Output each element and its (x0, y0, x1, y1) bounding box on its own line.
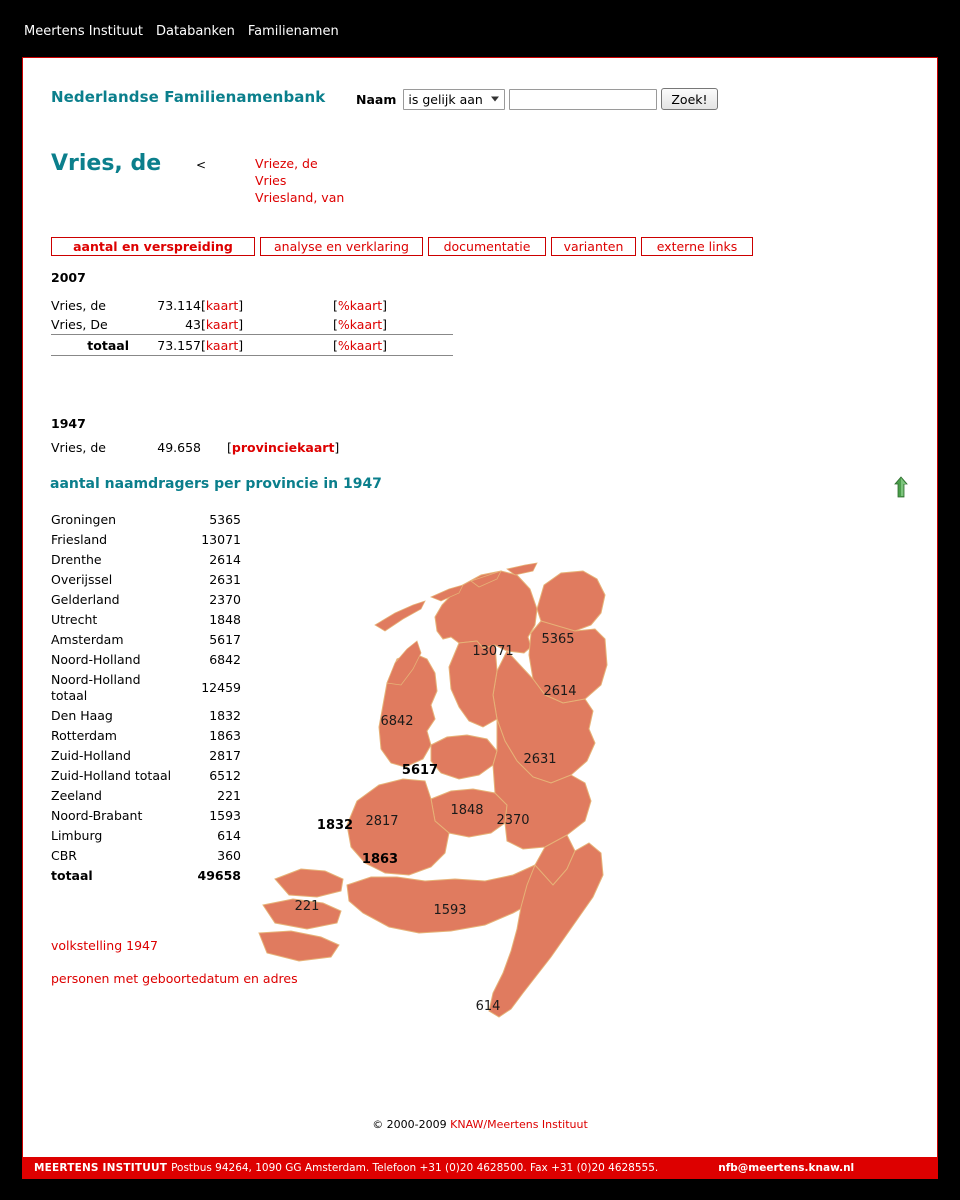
map-label-zuid-holland: 2817 (365, 814, 399, 829)
province-name: Overijssel (51, 572, 113, 587)
total-label: totaal (87, 337, 129, 353)
previous-name-arrow[interactable]: < (196, 158, 207, 172)
map-label-noord-brabant: 1593 (433, 903, 467, 918)
province-value: 6512 (209, 768, 241, 783)
province-counts-table (51, 510, 241, 886)
pctkaart-link[interactable]: %kaart (337, 298, 383, 313)
row-count: 49.658 (157, 440, 201, 455)
row-name: Vries, de (51, 440, 106, 455)
table-row (51, 630, 241, 650)
table-row (51, 806, 241, 826)
total-count: 73.157 (157, 337, 201, 353)
section-2007 (51, 270, 453, 356)
province-name: Noord-Brabant (51, 808, 143, 823)
row-kaart-cell: [kaart] (201, 298, 244, 313)
table-row (51, 670, 241, 706)
row-pctkaart-cell: [%kaart] (333, 317, 388, 332)
map-label-limburg: 614 (475, 999, 501, 1014)
map-section-title: aantal naamdragers per provincie in 1947 (50, 476, 382, 492)
province-value: 2817 (209, 748, 241, 763)
link-volkstelling-1947[interactable]: volkstelling 1947 (51, 938, 158, 953)
provinciekaart-link[interactable]: provinciekaart (231, 440, 335, 455)
province-name: Drenthe (51, 552, 102, 567)
copyright-line (23, 1118, 937, 1131)
table-row (51, 550, 241, 570)
table-row (51, 826, 241, 846)
tab-externe-links[interactable]: externe links (641, 237, 753, 256)
total-kaart-cell: [kaart] (201, 337, 244, 353)
variant-link-2[interactable]: Vriesland, van (255, 190, 345, 205)
table-row (51, 510, 241, 530)
pctkaart-link[interactable]: %kaart (337, 337, 383, 353)
table-row (51, 746, 241, 766)
province-value: 49658 (197, 868, 241, 883)
search-submit-button[interactable]: Zoek! (661, 88, 717, 110)
province-value: 360 (217, 848, 241, 863)
nav-item-databanken[interactable]: Databanken (156, 24, 235, 39)
province-name: Utrecht (51, 612, 98, 627)
footer-address: Postbus 94264, 1090 GG Amsterdam. Telefoon +31 (0)20 4628500. Fax +31 (0)20 4628555. (171, 1162, 659, 1174)
kaart-link[interactable]: kaart (205, 298, 239, 313)
map-label-zeeland: 221 (294, 899, 320, 914)
map-label-utrecht: 1848 (450, 803, 484, 818)
province-value: 1863 (209, 728, 241, 743)
footer-org: MEERTENS INSTITUUT (34, 1162, 168, 1174)
province-value: 5365 (209, 512, 241, 527)
map-label-overijssel: 2631 (523, 752, 557, 767)
table-row (51, 590, 241, 610)
map-label-groningen: 5365 (541, 632, 575, 647)
province-value: 221 (217, 788, 241, 803)
table-row (51, 706, 241, 726)
search-operator-value: is gelijk aan (408, 91, 483, 107)
province-value: 2614 (209, 552, 241, 567)
province-value: 1832 (209, 708, 241, 723)
provinciekaart-cell: [provinciekaart] (227, 440, 340, 455)
row-count: 43 (185, 317, 201, 332)
row-count: 73.114 (157, 298, 201, 313)
province-value: 5617 (209, 632, 241, 647)
page-title: Vries, de (51, 151, 162, 176)
variant-name-list (255, 155, 344, 206)
province-value: 2370 (209, 592, 241, 607)
table-row (51, 726, 241, 746)
year-heading-1947: 1947 (51, 416, 86, 431)
province-name: Zuid-Holland (51, 748, 131, 763)
row-name: Vries, de (51, 298, 106, 313)
table-total-row (51, 336, 453, 356)
table-row (51, 315, 453, 335)
province-name: totaal (51, 868, 93, 883)
province-name: Amsterdam (51, 632, 124, 647)
province-shape-groningen[interactable] (537, 571, 605, 631)
tab-aantal-en-verspreiding[interactable]: aantal en verspreiding (51, 237, 255, 256)
row-kaart-cell: [kaart] (201, 317, 244, 332)
province-name: Friesland (51, 532, 108, 547)
copyright-link[interactable]: KNAW/Meertens Instituut (450, 1118, 588, 1131)
counts-table-2007 (51, 296, 453, 356)
province-name: Noord-Holland (51, 652, 141, 667)
table-row (51, 650, 241, 670)
province-name: Zuid-Holland totaal (51, 768, 172, 783)
map-label-den-haag: 1832 (316, 818, 354, 833)
province-value: 13071 (201, 532, 241, 547)
table-row (51, 440, 339, 455)
kaart-link[interactable]: kaart (205, 317, 239, 332)
province-name: Rotterdam (51, 728, 117, 743)
province-value: 614 (217, 828, 241, 843)
top-navigation-bar (0, 0, 960, 58)
map-svg (245, 513, 705, 1023)
bottom-links (51, 938, 298, 1004)
netherlands-province-map[interactable] (245, 513, 705, 1023)
row-name: Vries, De (51, 317, 108, 332)
province-name: Limburg (51, 828, 103, 843)
total-pctkaart-cell: [%kaart] (333, 337, 388, 353)
map-label-rotterdam: 1863 (361, 852, 399, 867)
table-row (51, 610, 241, 630)
province-name: Noord-Holland totaal (51, 672, 141, 703)
province-value: 2631 (209, 572, 241, 587)
content-panel (22, 57, 938, 1157)
kaart-link[interactable]: kaart (205, 337, 239, 353)
map-label-drenthe: 2614 (543, 684, 577, 699)
province-shape-amsterdam[interactable] (431, 735, 497, 779)
table-row (51, 296, 453, 315)
tab-varianten[interactable]: varianten (551, 237, 636, 256)
variant-link-1[interactable]: Vries (255, 173, 287, 188)
province-name: Groningen (51, 512, 117, 527)
up-arrow-icon[interactable] (893, 476, 909, 498)
tab-analyse-en-verklaring[interactable]: analyse en verklaring (260, 237, 423, 256)
province-name: Den Haag (51, 708, 113, 723)
footer-bar (22, 1157, 938, 1179)
row-pctkaart-cell: [%kaart] (333, 298, 388, 313)
year-heading-2007: 2007 (51, 270, 86, 285)
search-operator-select[interactable] (403, 89, 505, 110)
province-name: Zeeland (51, 788, 102, 803)
province-value: 6842 (209, 652, 241, 667)
map-label-gelderland: 2370 (496, 813, 530, 828)
province-value: 1593 (209, 808, 241, 823)
footer-email-link[interactable]: nfb@meertens.knaw.nl (718, 1162, 855, 1174)
table-total-row (51, 866, 241, 886)
brand-title: Nederlandse Familienamenbank (51, 88, 326, 106)
pctkaart-link[interactable]: %kaart (337, 317, 383, 332)
nav-item-familienamen[interactable]: Familienamen (247, 24, 339, 39)
variant-link-0[interactable]: Vrieze, de (255, 156, 318, 171)
tab-documentatie[interactable]: documentatie (428, 237, 546, 256)
table-row (51, 786, 241, 806)
table-row (51, 766, 241, 786)
tab-bar (51, 237, 753, 256)
map-label-amsterdam: 5617 (401, 763, 439, 778)
search-label: Naam (356, 91, 397, 107)
province-name: CBR (51, 848, 77, 863)
table-row (51, 846, 241, 866)
brand-header (51, 88, 325, 106)
copyright-prefix: © 2000-2009 (372, 1118, 451, 1131)
chevron-down-icon (491, 97, 499, 102)
table-divider (51, 355, 453, 356)
province-name: Gelderland (51, 592, 120, 607)
map-label-noord-holland: 6842 (380, 714, 414, 729)
section-1947 (51, 416, 339, 455)
search-form (356, 88, 718, 110)
search-input[interactable] (509, 89, 657, 110)
table-row (51, 570, 241, 590)
nav-item-meertens-instituut[interactable]: Meertens Instituut (24, 24, 144, 39)
map-label-friesland: 13071 (472, 644, 514, 659)
province-value: 12459 (201, 680, 241, 695)
link-personen-met-geboortedatum-en-adres[interactable]: personen met geboortedatum en adres (51, 971, 298, 986)
table-row (51, 530, 241, 550)
province-value: 1848 (209, 612, 241, 627)
